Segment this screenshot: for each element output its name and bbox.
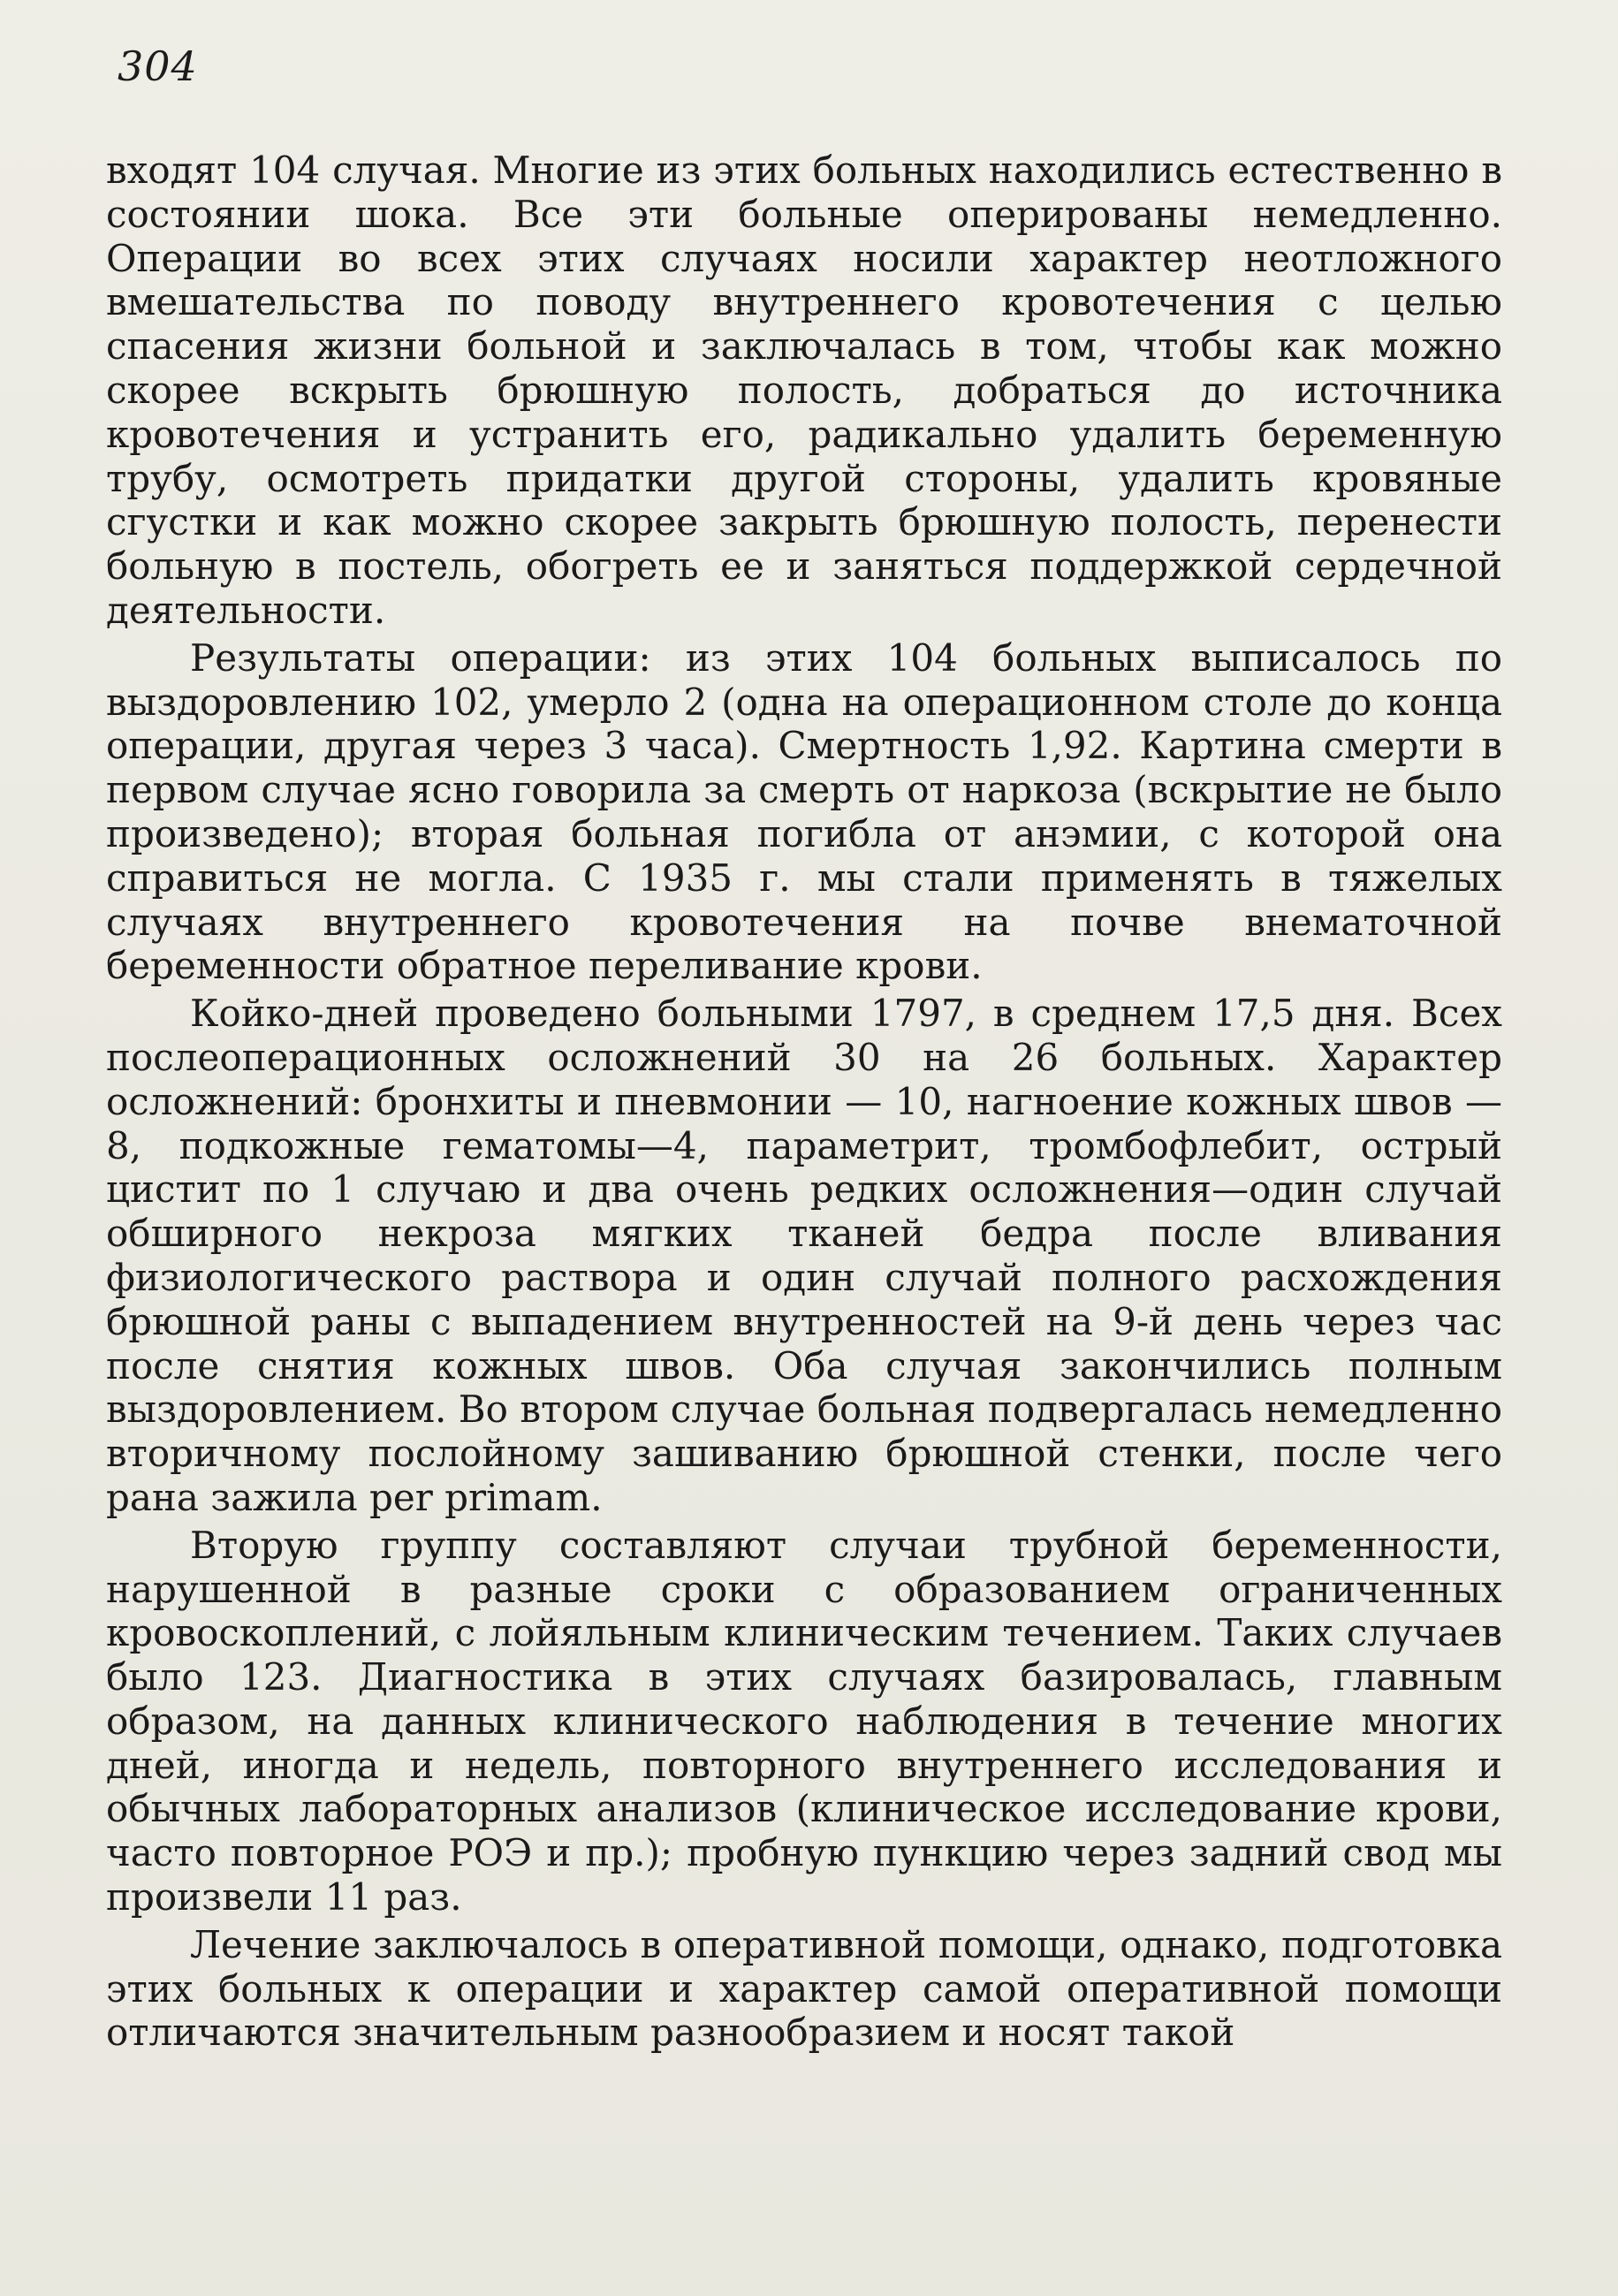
page-number: 304: [118, 42, 198, 90]
paragraph-2: Результаты операции: из этих 104 больных выписалось по выздоровлению 102, умерло 2 (одна на операционном столе до конца операции, другая через 3 часа). Смертность 1,92. Картина смерти в первом случае ясно говорила за смерть от наркоза (вскрытие не было произведено); вторая больная погибла от анэмии, с которой она справиться не могла. С 1935 г. мы стали применять в тяжелых случаях внутреннего кровотечения на почве внематочной беременности обратное переливание крови.: [106, 635, 1502, 988]
paragraph-1: входят 104 случая. Многие из этих больных находились естественно в состоянии шока. Все эти больные оперированы немедленно. Операции во всех этих случаях носили характер неотложного вмешательства по поводу внутреннего кровотечения с целью спасения жизни больной и заключалась в том, чтобы как можно скорее вскрыть брюшную полость, добраться до источника кровотечения и устранить его, радикально удалить беременную трубу, осмотреть придатки другой стороны, удалить кровяные сгустки и как можно скорее закрыть брюшную полость, перенести больную в постель, обогреть ее и заняться поддержкой сердечной деятельности.: [106, 148, 1502, 632]
paragraph-4: Вторую группу составляют случаи трубной беременности, нарушенной в разные сроки с образованием ограниченных кровоскоплений, с лойяльным клиническим течением. Таких случаев было 123. Диагностика в этих случаях базировалась, главным образом, на данных клинического наблюдения в течение многих дней, иногда и недель, повторного внутреннего исследования и обычных лабораторных анализов (клиническое исследование крови, часто повторное РОЭ и пр.); пробную пункцию через задний свод мы произвели 11 раз.: [106, 1523, 1502, 1920]
paragraph-5: Лечение заключалось в оперативной помощи, однако, подготовка этих больных к операции и характер самой оперативной помощи отличаются значительным разнообразием и носят такой: [106, 1922, 1502, 2055]
body-text: [106, 148, 1502, 2055]
paragraph-3: Койко-дней проведено больными 1797, в среднем 17,5 дня. Всех послеоперационных осложнений 30 на 26 больных. Характер осложнений: бронхиты и пневмонии — 10, нагноение кожных швов — 8, подкожные гематомы—4, параметрит, тромбофлебит, острый цистит по 1 случаю и два очень редких осложнения—один случай обширного некроза мягких тканей бедра после вливания физиологического раствора и один случай полного расхождения брюшной раны с выпадением внутренностей на 9-й день через час после снятия кожных швов. Оба случая закончились полным выздоровлением. Во втором случае больная подвергалась немедленно вторичному послойному зашиванию брюшной стенки, после чего рана зажила per primam.: [106, 992, 1502, 1519]
